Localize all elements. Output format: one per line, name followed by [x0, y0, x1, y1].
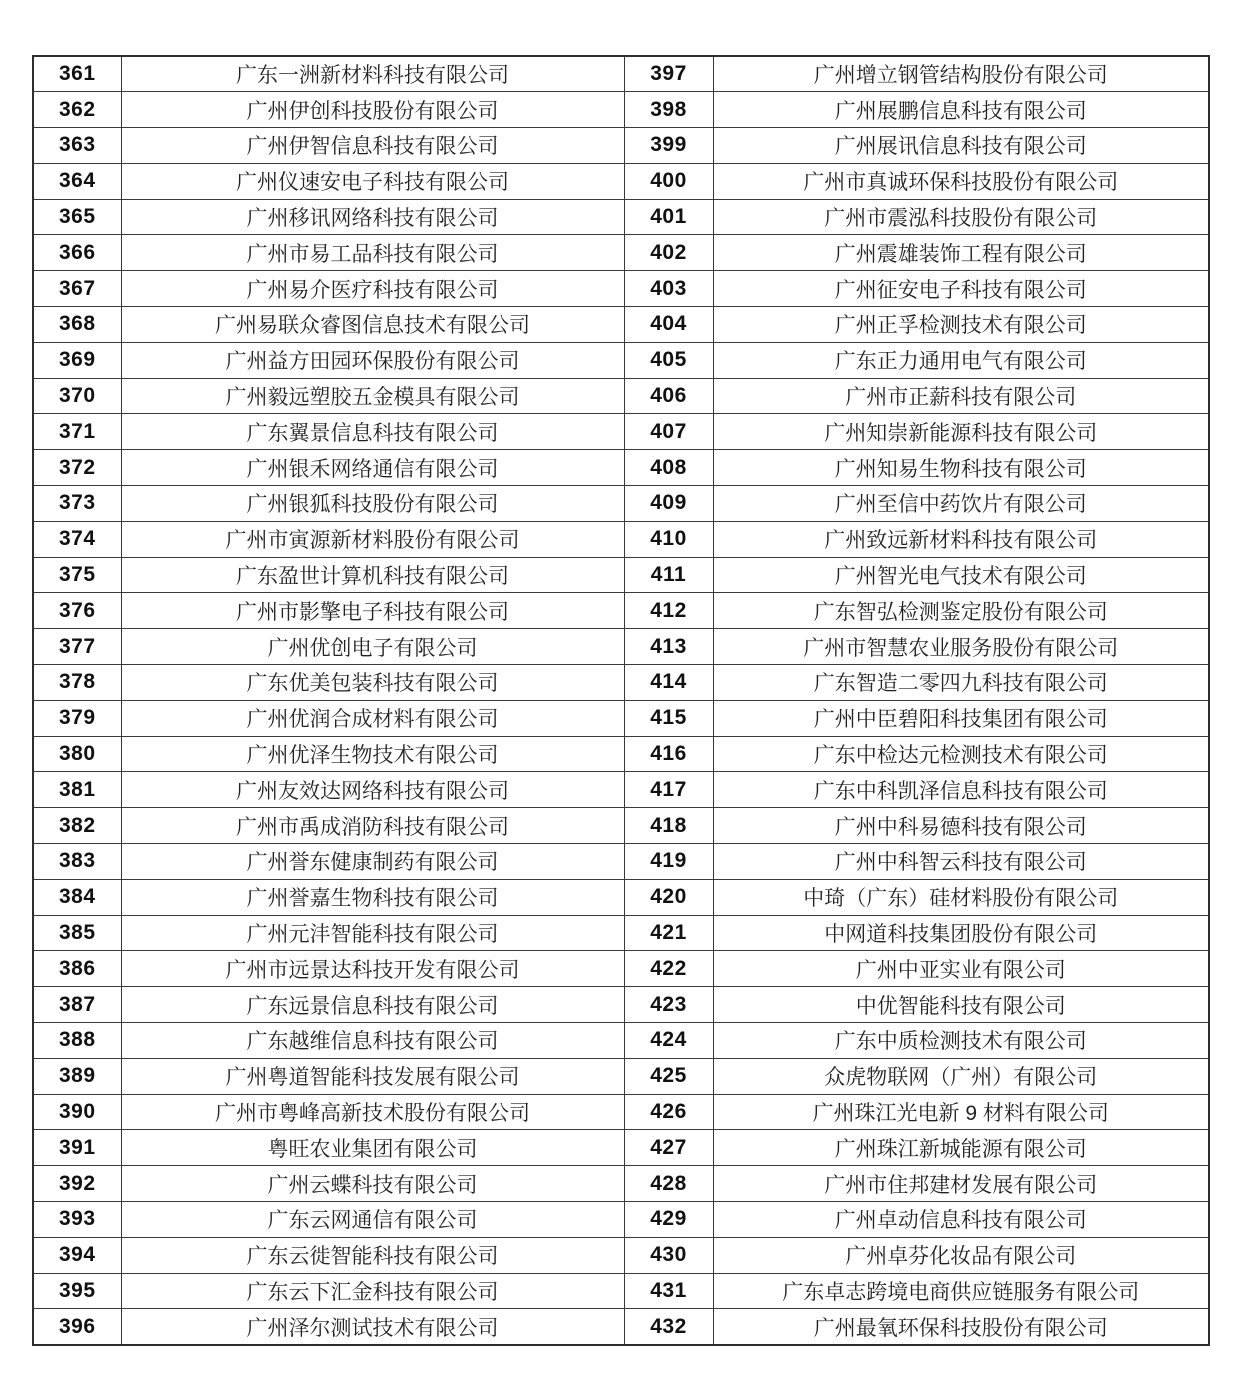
company-name-left: 广东翼景信息科技有限公司 — [121, 414, 624, 450]
company-name-left: 广东云网通信有限公司 — [121, 1202, 624, 1238]
row-number-left: 392 — [33, 1166, 121, 1202]
table-row — [33, 665, 1209, 701]
row-number-left: 371 — [33, 414, 121, 450]
company-name-right: 广州智光电气技术有限公司 — [713, 557, 1209, 593]
table-row — [33, 915, 1209, 951]
row-number-left: 377 — [33, 629, 121, 665]
company-name-left: 广州毅远塑胶五金模具有限公司 — [121, 378, 624, 414]
row-number-right: 414 — [624, 665, 713, 701]
row-number-right: 430 — [624, 1237, 713, 1273]
table-row — [33, 271, 1209, 307]
company-name-right: 广州征安电子科技有限公司 — [713, 271, 1209, 307]
row-number-left: 388 — [33, 1023, 121, 1059]
company-name-left: 广东盈世计算机科技有限公司 — [121, 557, 624, 593]
company-name-left: 广州元沣智能科技有限公司 — [121, 915, 624, 951]
row-number-right: 402 — [624, 235, 713, 271]
company-name-left: 广州易联众睿图信息技术有限公司 — [121, 307, 624, 343]
company-name-left: 广州友效达网络科技有限公司 — [121, 772, 624, 808]
row-number-left: 381 — [33, 772, 121, 808]
company-name-left: 广州市远景达科技开发有限公司 — [121, 951, 624, 987]
table-row — [33, 342, 1209, 378]
row-number-left: 362 — [33, 92, 121, 128]
row-number-right: 413 — [624, 629, 713, 665]
company-name-right: 广州致远新材料科技有限公司 — [713, 521, 1209, 557]
table-row — [33, 378, 1209, 414]
table-row — [33, 1237, 1209, 1273]
company-name-left: 粤旺农业集团有限公司 — [121, 1130, 624, 1166]
table-row — [33, 199, 1209, 235]
row-number-right: 411 — [624, 557, 713, 593]
row-number-left: 365 — [33, 199, 121, 235]
company-name-left: 广州誉东健康制药有限公司 — [121, 844, 624, 880]
table-row — [33, 557, 1209, 593]
company-name-left: 广州市禹成消防科技有限公司 — [121, 808, 624, 844]
company-name-left: 广州银狐科技股份有限公司 — [121, 486, 624, 522]
row-number-left: 364 — [33, 163, 121, 199]
row-number-left: 391 — [33, 1130, 121, 1166]
row-number-right: 405 — [624, 342, 713, 378]
table-row — [33, 521, 1209, 557]
company-name-right: 广州中科智云科技有限公司 — [713, 844, 1209, 880]
table-row — [33, 593, 1209, 629]
company-name-left: 广东云徙智能科技有限公司 — [121, 1237, 624, 1273]
company-name-right: 中网道科技集团股份有限公司 — [713, 915, 1209, 951]
row-number-right: 421 — [624, 915, 713, 951]
row-number-left: 393 — [33, 1202, 121, 1238]
row-number-left: 383 — [33, 844, 121, 880]
row-number-right: 420 — [624, 879, 713, 915]
company-name-right: 广州展鹏信息科技有限公司 — [713, 92, 1209, 128]
row-number-left: 378 — [33, 665, 121, 701]
company-name-left: 广州伊智信息科技有限公司 — [121, 128, 624, 164]
company-name-left: 广州易介医疗科技有限公司 — [121, 271, 624, 307]
company-name-right: 广州至信中药饮片有限公司 — [713, 486, 1209, 522]
company-name-right: 广州市震泓科技股份有限公司 — [713, 199, 1209, 235]
row-number-left: 366 — [33, 235, 121, 271]
company-name-right: 广州市真诚环保科技股份有限公司 — [713, 163, 1209, 199]
row-number-right: 418 — [624, 808, 713, 844]
row-number-right: 400 — [624, 163, 713, 199]
row-number-left: 373 — [33, 486, 121, 522]
company-name-left: 广州益方田园环保股份有限公司 — [121, 342, 624, 378]
row-number-right: 425 — [624, 1058, 713, 1094]
company-name-right: 广州卓动信息科技有限公司 — [713, 1202, 1209, 1238]
row-number-right: 417 — [624, 772, 713, 808]
row-number-left: 372 — [33, 450, 121, 486]
row-number-right: 423 — [624, 987, 713, 1023]
row-number-right: 429 — [624, 1202, 713, 1238]
row-number-right: 409 — [624, 486, 713, 522]
company-name-right: 广东卓志跨境电商供应链服务有限公司 — [713, 1273, 1209, 1309]
company-name-left: 广州优创电子有限公司 — [121, 629, 624, 665]
company-name-left: 广州云蝶科技有限公司 — [121, 1166, 624, 1202]
table-row — [33, 307, 1209, 343]
row-number-left: 387 — [33, 987, 121, 1023]
row-number-right: 404 — [624, 307, 713, 343]
row-number-left: 386 — [33, 951, 121, 987]
company-name-left: 广东一洲新材料科技有限公司 — [121, 56, 624, 92]
table-row — [33, 1094, 1209, 1130]
company-name-left: 广东云下汇金科技有限公司 — [121, 1273, 624, 1309]
company-name-right: 广州市正薪科技有限公司 — [713, 378, 1209, 414]
table-row — [33, 1202, 1209, 1238]
company-name-left: 广东优美包装科技有限公司 — [121, 665, 624, 701]
company-name-right: 广州中科易德科技有限公司 — [713, 808, 1209, 844]
row-number-right: 403 — [624, 271, 713, 307]
row-number-right: 432 — [624, 1309, 713, 1345]
table-row — [33, 879, 1209, 915]
row-number-left: 368 — [33, 307, 121, 343]
row-number-left: 367 — [33, 271, 121, 307]
row-number-right: 426 — [624, 1094, 713, 1130]
row-number-left: 363 — [33, 128, 121, 164]
company-list-table — [32, 55, 1210, 1346]
row-number-left: 361 — [33, 56, 121, 92]
company-name-right: 众虎物联网（广州）有限公司 — [713, 1058, 1209, 1094]
table-row — [33, 844, 1209, 880]
company-name-right: 广州展讯信息科技有限公司 — [713, 128, 1209, 164]
table-row — [33, 736, 1209, 772]
table-row — [33, 629, 1209, 665]
row-number-right: 406 — [624, 378, 713, 414]
table-row — [33, 163, 1209, 199]
row-number-left: 385 — [33, 915, 121, 951]
table-row — [33, 951, 1209, 987]
row-number-right: 419 — [624, 844, 713, 880]
row-number-right: 422 — [624, 951, 713, 987]
company-name-right: 广州珠江新城能源有限公司 — [713, 1130, 1209, 1166]
company-name-right: 广州震雄装饰工程有限公司 — [713, 235, 1209, 271]
company-name-right: 广东中质检测技术有限公司 — [713, 1023, 1209, 1059]
company-name-right: 广州知易生物科技有限公司 — [713, 450, 1209, 486]
table-row — [33, 700, 1209, 736]
row-number-left: 382 — [33, 808, 121, 844]
company-name-left: 广州移讯网络科技有限公司 — [121, 199, 624, 235]
row-number-left: 375 — [33, 557, 121, 593]
company-name-right: 广东智造二零四九科技有限公司 — [713, 665, 1209, 701]
company-name-right: 中优智能科技有限公司 — [713, 987, 1209, 1023]
row-number-right: 410 — [624, 521, 713, 557]
company-name-left: 广州市易工品科技有限公司 — [121, 235, 624, 271]
row-number-left: 389 — [33, 1058, 121, 1094]
company-name-right: 广州市住邦建材发展有限公司 — [713, 1166, 1209, 1202]
row-number-right: 415 — [624, 700, 713, 736]
company-name-left: 广州市粤峰高新技术股份有限公司 — [121, 1094, 624, 1130]
row-number-right: 427 — [624, 1130, 713, 1166]
row-number-left: 374 — [33, 521, 121, 557]
row-number-left: 396 — [33, 1309, 121, 1345]
company-name-right: 广州增立钢管结构股份有限公司 — [713, 56, 1209, 92]
row-number-right: 399 — [624, 128, 713, 164]
company-name-left: 广东远景信息科技有限公司 — [121, 987, 624, 1023]
table-row — [33, 1309, 1209, 1345]
table-row — [33, 1273, 1209, 1309]
company-name-left: 广州优泽生物技术有限公司 — [121, 736, 624, 772]
row-number-left: 369 — [33, 342, 121, 378]
table-row — [33, 56, 1209, 92]
row-number-left: 380 — [33, 736, 121, 772]
table-body — [33, 56, 1209, 1345]
company-name-right: 广州珠江光电新 9 材料有限公司 — [713, 1094, 1209, 1130]
table-row — [33, 414, 1209, 450]
company-name-left: 广州优润合成材料有限公司 — [121, 700, 624, 736]
row-number-left: 390 — [33, 1094, 121, 1130]
company-name-left: 广州仪速安电子科技有限公司 — [121, 163, 624, 199]
company-name-right: 广州正孚检测技术有限公司 — [713, 307, 1209, 343]
row-number-right: 416 — [624, 736, 713, 772]
row-number-right: 431 — [624, 1273, 713, 1309]
company-name-right: 广东中检达元检测技术有限公司 — [713, 736, 1209, 772]
company-name-left: 广州市影擎电子科技有限公司 — [121, 593, 624, 629]
company-name-right: 广州最氧环保科技股份有限公司 — [713, 1309, 1209, 1345]
row-number-left: 376 — [33, 593, 121, 629]
table-row — [33, 808, 1209, 844]
company-name-left: 广州银禾网络通信有限公司 — [121, 450, 624, 486]
table-row — [33, 128, 1209, 164]
company-name-right: 广东智弘检测鉴定股份有限公司 — [713, 593, 1209, 629]
row-number-right: 412 — [624, 593, 713, 629]
row-number-left: 384 — [33, 879, 121, 915]
table-row — [33, 1130, 1209, 1166]
row-number-left: 370 — [33, 378, 121, 414]
company-name-right: 广州中臣碧阳科技集团有限公司 — [713, 700, 1209, 736]
row-number-right: 401 — [624, 199, 713, 235]
row-number-right: 424 — [624, 1023, 713, 1059]
row-number-left: 395 — [33, 1273, 121, 1309]
table-row — [33, 92, 1209, 128]
company-name-left: 广州誉嘉生物科技有限公司 — [121, 879, 624, 915]
table-row — [33, 1023, 1209, 1059]
company-name-left: 广州粤道智能科技发展有限公司 — [121, 1058, 624, 1094]
company-name-left: 广州泽尔测试技术有限公司 — [121, 1309, 624, 1345]
company-name-right: 广东中科凯泽信息科技有限公司 — [713, 772, 1209, 808]
row-number-right: 398 — [624, 92, 713, 128]
company-name-right: 中琦（广东）硅材料股份有限公司 — [713, 879, 1209, 915]
company-name-left: 广东越维信息科技有限公司 — [121, 1023, 624, 1059]
row-number-left: 379 — [33, 700, 121, 736]
company-name-right: 广州市智慧农业服务股份有限公司 — [713, 629, 1209, 665]
company-name-right: 广州卓芬化妆品有限公司 — [713, 1237, 1209, 1273]
row-number-right: 407 — [624, 414, 713, 450]
company-name-right: 广州知崇新能源科技有限公司 — [713, 414, 1209, 450]
row-number-left: 394 — [33, 1237, 121, 1273]
table-row — [33, 486, 1209, 522]
company-name-left: 广州伊创科技股份有限公司 — [121, 92, 624, 128]
table-row — [33, 1166, 1209, 1202]
row-number-right: 408 — [624, 450, 713, 486]
row-number-right: 428 — [624, 1166, 713, 1202]
table-row — [33, 450, 1209, 486]
row-number-right: 397 — [624, 56, 713, 92]
company-name-left: 广州市寅源新材料股份有限公司 — [121, 521, 624, 557]
table-row — [33, 772, 1209, 808]
table-row — [33, 1058, 1209, 1094]
company-name-right: 广东正力通用电气有限公司 — [713, 342, 1209, 378]
company-name-right: 广州中亚实业有限公司 — [713, 951, 1209, 987]
table-row — [33, 987, 1209, 1023]
table-row — [33, 235, 1209, 271]
